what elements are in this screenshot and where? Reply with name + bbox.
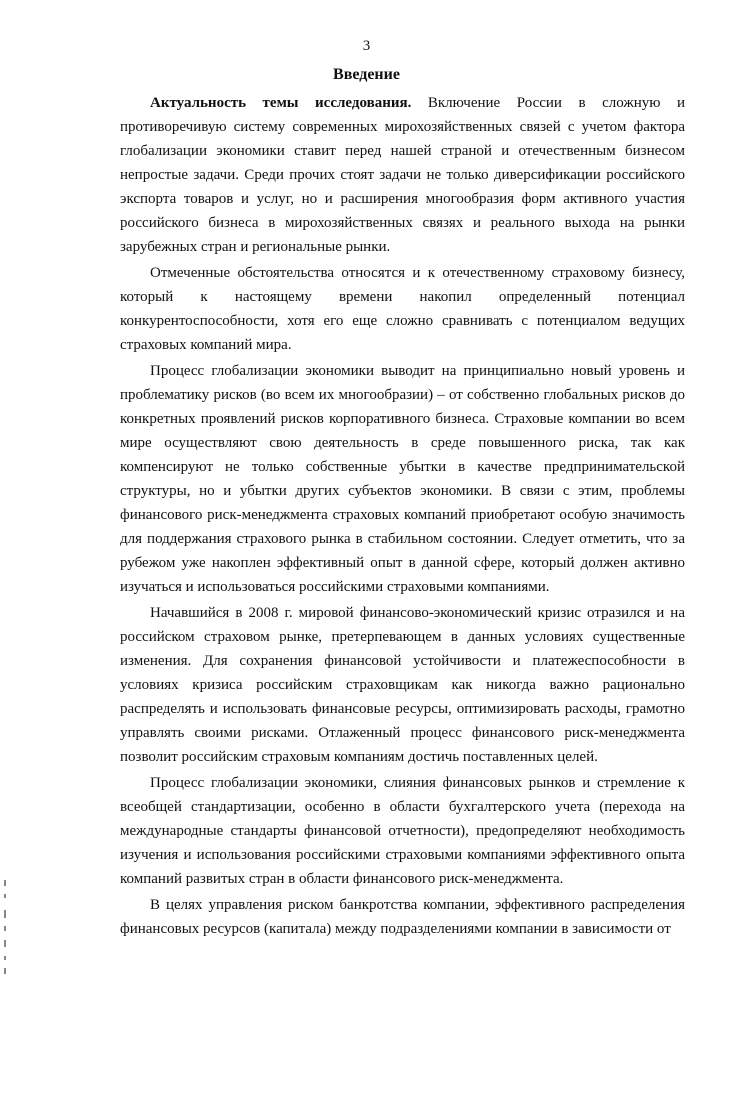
paragraph-text: Включение России в сложную и противоречивую систему современных мирохозяйственных связей с учетом фактора глобализации экономики ставит перед нашей страной и отечественным бизнесом непростые задачи. Среди прочих стоят задачи не только диверсификации российского экспорта товаров и услуг, но и расширения многообразия форм активного участия российского бизнеса в мирохозяйственных связях и реального выхода на рынки зарубежных стран и региональные рынки. <box>120 95 686 255</box>
page-title: Введение <box>333 66 400 83</box>
paragraph <box>120 359 685 599</box>
paragraph-text: Процесс глобализации экономики выводит на принципиально новый уровень и проблематику рисков (во всем их многообразии) – от собственно глобальных рисков до конкретных проявлений рисков корпоративного бизнеса. Страховые компании во всем мире осуществляют свою деятельность в среде повышенного риска, так как компенсируют не только собственные убытки в качестве предпринимательской структуры, но и убытки других субъектов экономики. В связи с этим, проблемы финансового риск-менеджмента страховых компаний приобретают особую значимость для поддержания страхового рынка в стабильном состоянии. Следует отметить, что за рубежом уже накоплен эффективный опыт в данной сфере, который должен активно изучаться и использоваться российскими страховыми компаниями. <box>120 363 685 595</box>
paragraph-text: Начавшийся в 2008 г. мировой финансово-экономический кризис отразился и на российском страховом рынке, претерпевающем в данных условиях существенные изменения. Для сохранения финансовой устойчивости и платежеспособности в условиях кризиса российским страховщикам как никогда важно рационально распределять и использовать финансовые ресурсы, оптимизировать расходы, грамотно управлять своими рисками. Отлаженный процесс финансового риск-менеджмента позволит российским страховым компаниям достичь поставленных целей. <box>120 605 685 765</box>
page-number: 3 <box>362 38 371 54</box>
paragraph <box>120 771 685 891</box>
paragraph <box>120 893 685 941</box>
paragraph <box>120 601 685 769</box>
paragraph-lead: Актуальность темы исследования. <box>150 95 412 111</box>
document-body <box>120 91 685 943</box>
paragraph-text: В целях управления риском банкротства компании, эффективного распределения финансовых ресурсов (капитала) между подразделениями компании в зависимости от <box>120 897 685 937</box>
scan-margin-marks <box>4 880 14 980</box>
paragraph-text: Процесс глобализации экономики, слияния финансовых рынков и стремление к всеобщей стандартизации, особенно в области бухгалтерского учета (перехода на международные стандарты финансовой отчетности), предопределяют необходимость изучения и использования российскими страховыми компаниями эффективного опыта компаний развитых стран в области финансового риск-менеджмента. <box>120 775 685 887</box>
paragraph-text: Отмеченные обстоятельства относятся и к отечественному страховому бизнесу, который к настоящему времени накопил определенный потенциал конкурентоспособности, хотя его еще сложно сравнивать с потенциалом ведущих страховых компаний мира. <box>120 265 685 353</box>
paragraph <box>120 261 685 357</box>
paragraph-relevance <box>120 91 685 259</box>
